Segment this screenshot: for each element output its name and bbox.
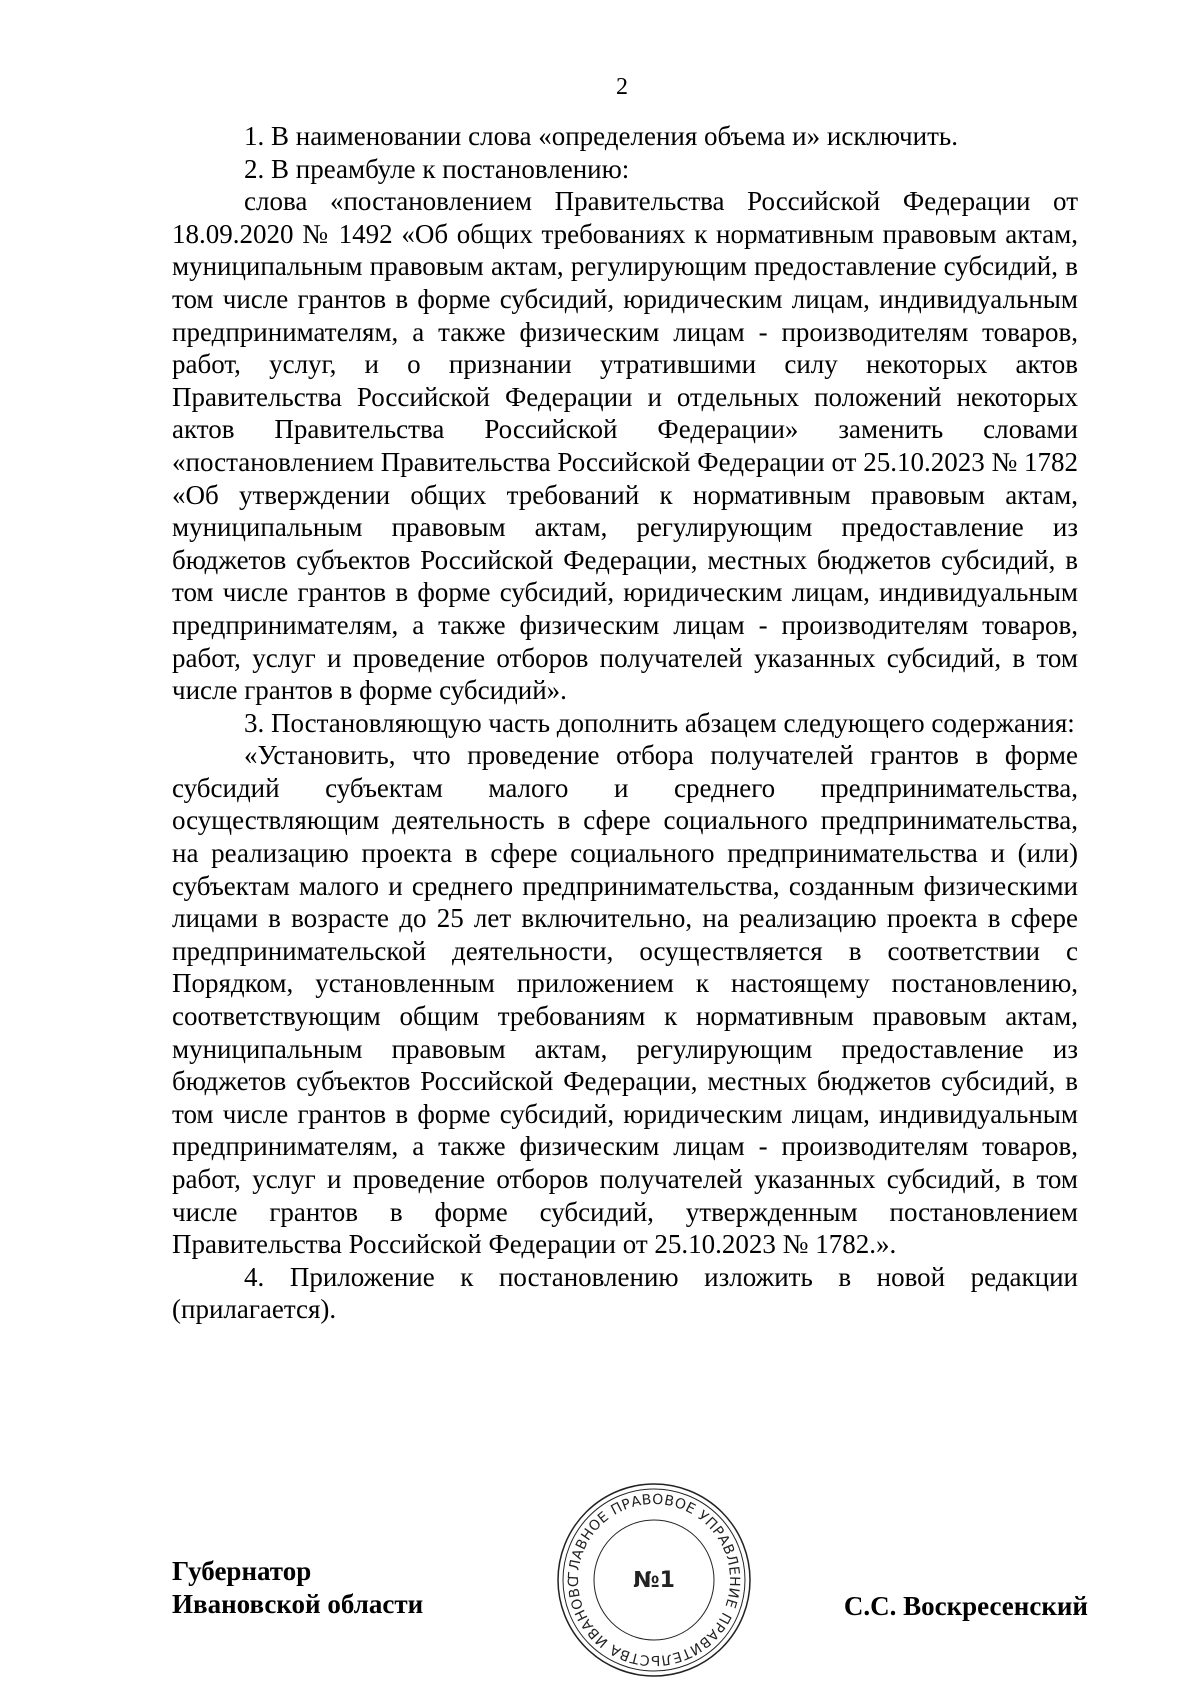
signatory-title-line-1: Губернатор [172, 1556, 312, 1586]
seal-ring-text: ГЛАВНОЕ ПРАВОВОЕ УПРАВЛЕНИЕ ПРАВИТЕЛЬСТВА ИВАНОВС [565, 1491, 743, 1669]
document-body [172, 120, 1078, 1326]
seal-center-number: №1 [633, 1568, 675, 1593]
signatory-name: С.С. Воскресенский [843, 1591, 1088, 1621]
paragraph-replacement-words: слова «постановлением Правительства Российской Федерации от 18.09.2020 № 1492 «Об общих требованиях к нормативным правовым актам, муниципальным правовым актам, регулирующим предоставление субсидий, в том числе грантов в форме субсидий, юридическим лицам, индивидуальным предпринимателям, а также физическим лицам - производителям товаров, работ, услуг, и о признании утратившими силу некоторых актов Правительства Российской Федерации и отдельных положений некоторых актов Правительства Российской Федерации» заменить словами «постановлением Правительства Российской Федерации от 25.10.2023 № 1782 «Об утверждении общих требований к нормативным правовым актам, муниципальным правовым актам, регулирующим предоставление из бюджетов субъектов Российской Федерации, местных бюджетов субсидий, в том числе грантов в форме субсидий, юридическим лицам, индивидуальным предпринимателям, а также физическим лицам - производителям товаров, работ, услуг и проведение отборов получателей указанных субсидий, в том числе грантов в форме субсидий». [172, 186, 1078, 706]
seal-graphic [554, 1480, 754, 1680]
official-seal-stamp [554, 1480, 754, 1680]
paragraph-item-4: 4. Приложение к постановлению изложить в новой редакции (прилагается). [172, 1261, 1078, 1325]
paragraph-new-clause: «Установить, что проведение отбора получателей грантов в форме субсидий субъектам малого и среднего предпринимательства, осуществляющим деятельность в сфере социального предпринимательства, на реализацию проекта в сфере социального предпринимательства и (или) субъектам малого и среднего предпринимательства, созданным физическими лицами в возрасте до 25 лет включительно, на реализацию проекта в сфере предпринимательской деятельности, осуществляется в соответствии с Порядком, установленным приложением к настоящему постановлению, соответствующим общим требованиям к нормативным правовым актам, муниципальным правовым актам, регулирующим предоставление из бюджетов субъектов Российской Федерации, местных бюджетов субсидий, в том числе грантов в форме субсидий, юридическим лицам, индивидуальным предпринимателям, а также физическим лицам - производителям товаров, работ, услуг и проведение отборов получателей указанных субсидий, в том числе грантов в форме субсидий, утвержденным постановлением Правительства Российской Федерации от 25.10.2023 № 1782.». [172, 740, 1078, 1260]
paragraph-item-2: 2. В преамбуле к постановлению: [244, 153, 630, 184]
paragraph-item-1: 1. В наименовании слова «определения объема и» исключить. [244, 121, 958, 151]
page-number: 2 [616, 74, 628, 100]
signatory-title-line-2: Ивановской области [172, 1589, 424, 1619]
signatory-title [172, 1555, 423, 1621]
paragraph-item-3: 3. Постановляющую часть дополнить абзацем следующего содержания: [244, 707, 1075, 738]
